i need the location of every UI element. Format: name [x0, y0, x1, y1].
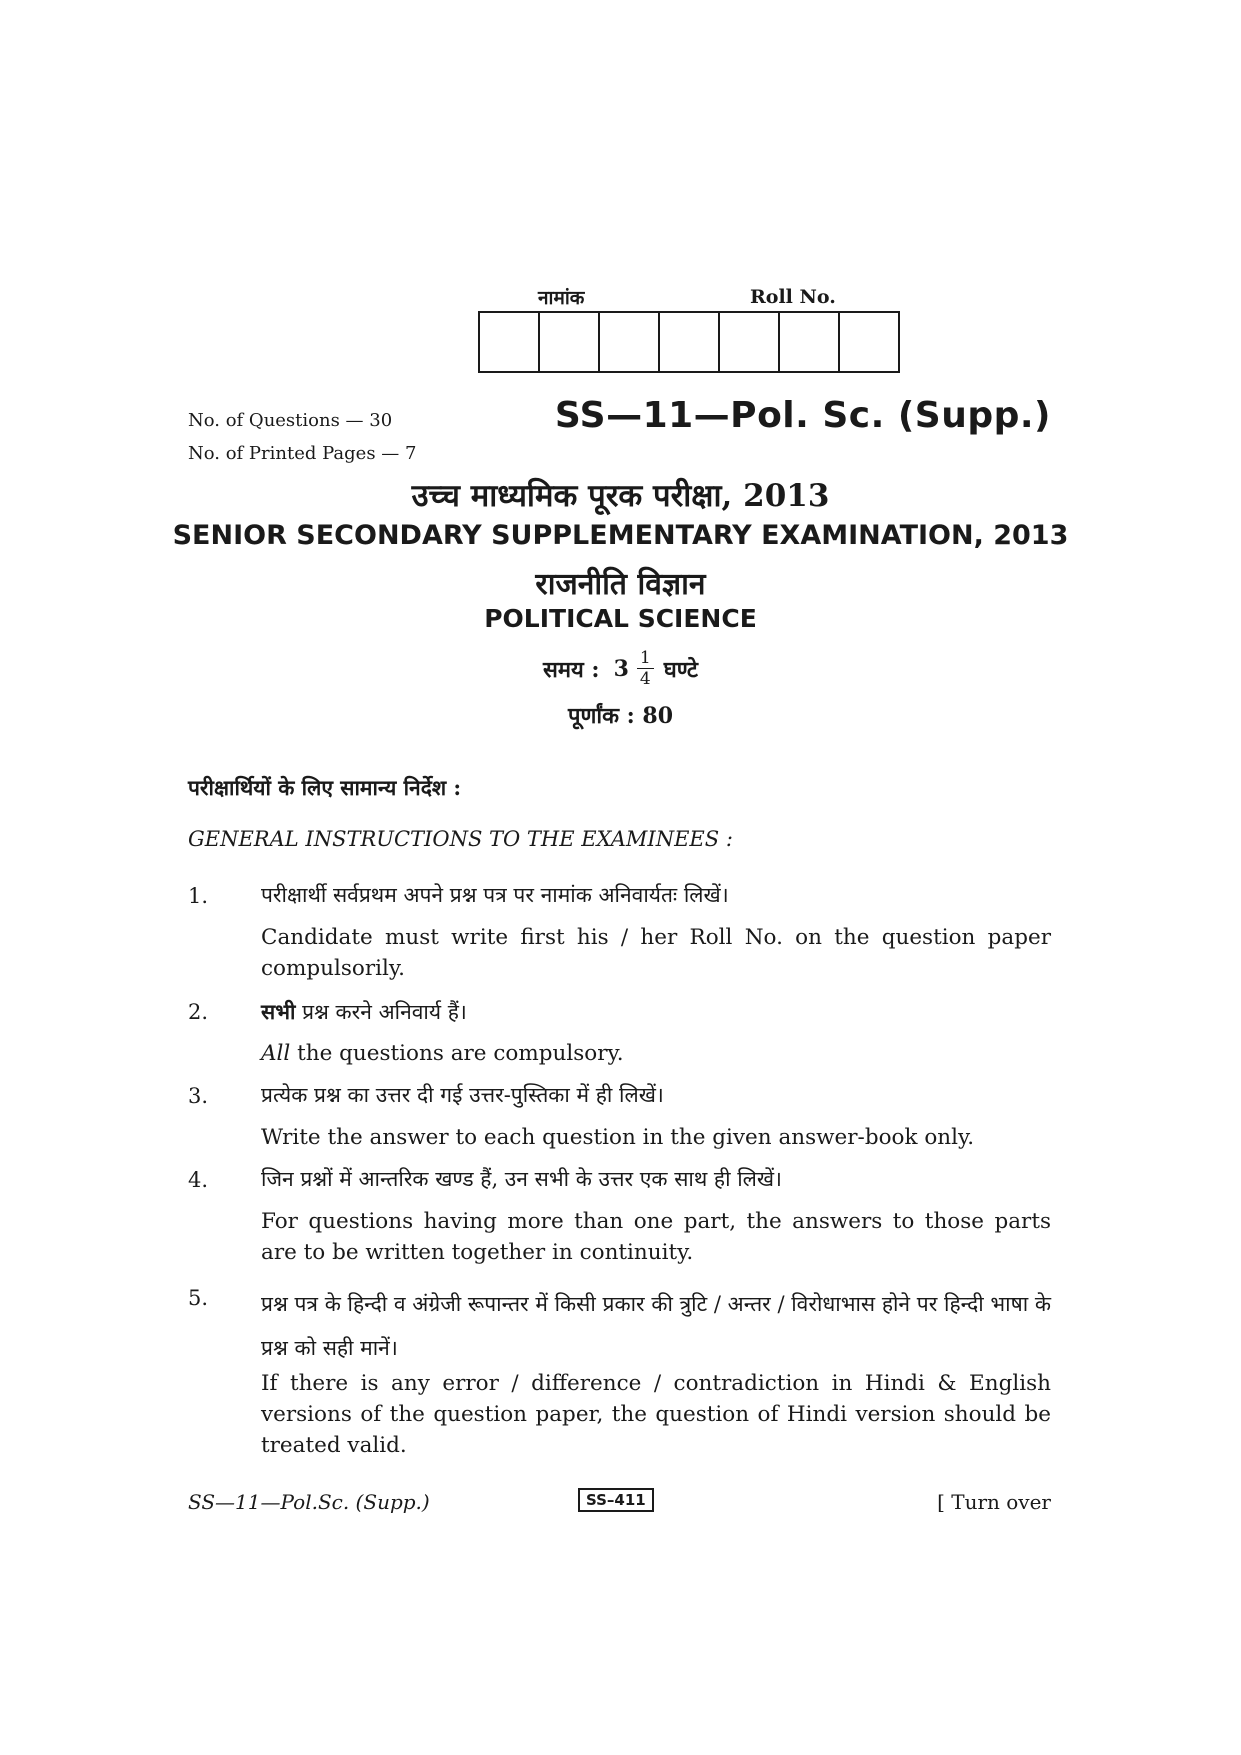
exam-title-english: SENIOR SECONDARY SUPPLEMENTARY EXAMINATION, 2013 — [172, 520, 1069, 551]
turn-over-note: [ Turn over — [937, 1490, 1051, 1514]
instruction-emphasis: All — [261, 1041, 291, 1066]
instruction-english: Write the answer to each question in the given answer-book only. — [261, 1125, 975, 1150]
time-fraction-denominator: 4 — [639, 669, 651, 689]
printed-pages-count: No. of Printed Pages — 7 — [188, 443, 417, 464]
time-unit: घण्टे — [663, 656, 699, 683]
instruction-hindi: परीक्षार्थी सर्वप्रथम अपने प्रश्न पत्र पर नामांक अनिवार्यतः लिखें। — [261, 883, 729, 907]
roll-number-boxes — [478, 311, 900, 373]
instruction-english: Candidate must write first his / her Roll No. on the question paper compulsorily. — [261, 925, 1051, 981]
maximum-marks: पूर्णांक : 80 — [567, 703, 674, 729]
roll-digit-box[interactable] — [660, 313, 720, 371]
instruction-hindi: प्रश्न पत्र के हिन्दी व अंग्रेजी रूपान्तर में किसी प्रकार की त्रुटि / अन्तर / विरोधाभास होने पर हिन्दी भाषा के प्रश्न को सही मानें। — [261, 1292, 1051, 1360]
instruction-number: 3. — [188, 1084, 209, 1108]
instruction-hindi: प्रत्येक प्रश्न का उत्तर दी गई उत्तर-पुस्तिका में ही लिखें। — [261, 1083, 664, 1107]
paper-code: SS—11—Pol. Sc. (Supp.) — [554, 395, 1051, 436]
roll-label-hindi: नामांक — [538, 287, 585, 309]
time-fraction-numerator: 1 — [637, 648, 654, 669]
footer-paper-code: SS—11—Pol.Sc. (Supp.) — [188, 1490, 430, 1514]
time-label: समय : — [542, 656, 600, 683]
question-count: No. of Questions — 30 — [188, 410, 393, 431]
instruction-hindi: जिन प्रश्नों में आन्तरिक खण्ड हैं, उन सभी के उत्तर एक साथ ही लिखें। — [261, 1167, 783, 1191]
time-whole: 3 — [613, 655, 629, 682]
instruction-number: 5. — [188, 1286, 209, 1310]
instruction-english: For questions having more than one part, the answers to those parts are to be written together in continuity. — [261, 1209, 1051, 1265]
instruction-emphasis: सभी — [261, 999, 296, 1024]
instruction-number: 1. — [188, 884, 209, 908]
roll-digit-box[interactable] — [480, 313, 540, 371]
roll-digit-box[interactable] — [600, 313, 660, 371]
subject-title-english: POLITICAL SCIENCE — [484, 604, 757, 633]
subject-title-hindi: राजनीति विज्ञान — [535, 567, 706, 602]
roll-number-labels — [478, 284, 900, 308]
time-fraction — [637, 648, 654, 689]
instruction-english: All the questions are compulsory. — [261, 1041, 624, 1066]
instructions-heading-english: GENERAL INSTRUCTIONS TO THE EXAMINEES : — [188, 827, 733, 851]
roll-digit-box[interactable] — [720, 313, 780, 371]
instruction-number: 2. — [188, 1000, 209, 1024]
instruction-hindi: सभी प्रश्न करने अनिवार्य हैं। — [261, 999, 467, 1024]
instruction-number: 4. — [188, 1168, 209, 1192]
roll-digit-box[interactable] — [540, 313, 600, 371]
roll-digit-box[interactable] — [840, 313, 898, 371]
roll-label-english: Roll No. — [750, 286, 836, 308]
time-allowed — [0, 648, 1241, 689]
roll-digit-box[interactable] — [780, 313, 840, 371]
instructions-heading-hindi: परीक्षार्थियों के लिए सामान्य निर्देश : — [188, 775, 462, 800]
exam-title-hindi: उच्च माध्यमिक पूरक परीक्षा, 2013 — [411, 478, 830, 514]
footer-series-code: SS–411 — [578, 1488, 654, 1512]
instruction-english: If there is any error / difference / contradiction in Hindi & English versions of the question paper, the question of Hindi version should be treated valid. — [261, 1371, 1051, 1458]
